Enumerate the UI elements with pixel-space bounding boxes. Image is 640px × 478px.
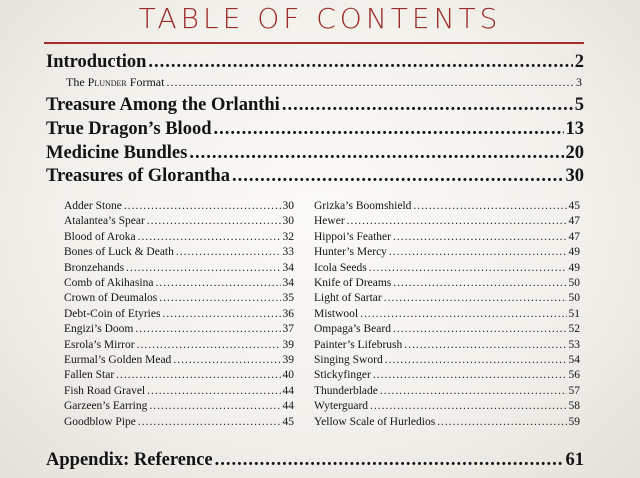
list-item[interactable]: Knife of Dreams ..... 50	[314, 276, 580, 291]
toc-entry-label: Appendix: Reference	[46, 450, 213, 470]
toc-entry-page: 5	[574, 95, 584, 115]
dot-leader	[389, 245, 567, 260]
list-item[interactable]: Icola Seeds ..... 49	[314, 261, 580, 276]
toc-entry-label: Medicine Bundles	[46, 143, 188, 163]
dot-leader	[373, 368, 567, 383]
dot-leader	[282, 94, 573, 116]
toc-entry-treasures-of-glorantha[interactable]	[46, 165, 584, 187]
dot-leader	[393, 322, 567, 337]
dot-leader	[393, 276, 566, 291]
dot-leader	[189, 142, 563, 164]
list-item[interactable]: Atalantea’s Spear ..... 30	[64, 214, 294, 229]
toc-entry-medicine-bundles[interactable]	[46, 142, 584, 164]
list-item[interactable]: Stickyfinger ..... 56	[314, 368, 580, 383]
dot-leader	[384, 291, 567, 306]
dot-leader	[370, 399, 566, 414]
list-item[interactable]: Crown of Deumalos ..... 35	[64, 291, 294, 306]
dot-leader	[166, 75, 574, 90]
list-item[interactable]: Painter’s Lifebrush ..... 53	[314, 338, 580, 353]
dot-leader	[162, 307, 280, 322]
list-item[interactable]: Hippoi’s Feather ..... 47	[314, 230, 580, 245]
toc-entry-label: True Dragon’s Blood	[46, 119, 212, 139]
toc-entry-dragons-blood[interactable]	[46, 118, 584, 140]
dot-leader	[385, 353, 567, 368]
toc-entry-appendix[interactable]	[46, 449, 584, 471]
toc-entry-orlanthi[interactable]	[46, 94, 584, 116]
dot-leader	[404, 338, 566, 353]
dot-leader	[159, 291, 280, 306]
list-item[interactable]: Garzeen’s Earring ..... 44	[64, 399, 294, 414]
list-item[interactable]: Wyterguard ..... 58	[314, 399, 580, 414]
dot-leader	[360, 307, 566, 322]
dot-leader	[126, 261, 280, 276]
page-title: TABLE OF CONTENTS	[138, 2, 502, 35]
list-item[interactable]: Engizi’s Doom ..... 37	[64, 322, 294, 337]
dot-leader	[369, 261, 567, 276]
dot-leader	[147, 384, 280, 399]
list-item[interactable]: Adder Stone ..... 30	[64, 199, 294, 214]
list-item[interactable]: Comb of Akihasina ..... 34	[64, 276, 294, 291]
list-item[interactable]: Esrola’s Mirror ..... 39	[64, 338, 294, 353]
dot-leader	[173, 353, 280, 368]
dot-leader	[148, 51, 572, 73]
list-item[interactable]: Goodblow Pipe ..... 45	[64, 415, 294, 430]
dot-leader	[138, 415, 281, 430]
list-item[interactable]: Ompaga’s Beard ..... 52	[314, 322, 580, 337]
toc-entry-page: 3	[576, 75, 582, 89]
dot-leader	[137, 338, 281, 353]
toc-entry-page: 20	[565, 143, 584, 163]
list-item[interactable]: Singing Sword ..... 54	[314, 353, 580, 368]
list-item[interactable]: Eurmal’s Golden Mead ..... 39	[64, 353, 294, 368]
list-item[interactable]: Fallen Star ..... 40	[64, 368, 294, 383]
list-item[interactable]: Hunter’s Mercy ..... 49	[314, 245, 580, 260]
toc-entry-page: 13	[565, 119, 584, 139]
dot-leader	[232, 165, 564, 187]
dot-leader	[176, 245, 281, 260]
list-item[interactable]: Fish Road Gravel ..... 44	[64, 384, 294, 399]
list-item[interactable]: Bronzehands ..... 34	[64, 261, 294, 276]
toc-entry-page: 61	[565, 450, 584, 470]
treasure-list-left	[64, 199, 294, 430]
list-item[interactable]: Debt-Coin of Etyries ..... 36	[64, 307, 294, 322]
toc-subentry-plunder-format[interactable]	[66, 75, 582, 90]
list-item[interactable]: Grizka’s Boomshield ..... 45	[314, 199, 580, 214]
list-item[interactable]: Hewer ..... 47	[314, 214, 580, 229]
dot-leader	[380, 384, 567, 399]
toc-entry-label: Treasure Among the Orlanthi	[46, 95, 280, 115]
dot-leader	[147, 214, 281, 229]
list-item[interactable]: Light of Sartar ..... 50	[314, 291, 580, 306]
toc-entry-introduction[interactable]	[46, 51, 584, 73]
dot-leader	[116, 368, 280, 383]
dot-leader	[437, 415, 566, 430]
dot-leader	[413, 199, 566, 214]
toc-entry-page: 2	[574, 52, 584, 72]
dot-leader	[215, 449, 564, 471]
list-item[interactable]: Bones of Luck & Death ..... 33	[64, 245, 294, 260]
treasure-list-right	[314, 199, 580, 430]
toc-entry-label: Introduction	[46, 52, 147, 72]
dot-leader	[347, 214, 567, 229]
toc-entry-label: The Plunder Format	[66, 75, 165, 89]
dot-leader	[213, 118, 563, 140]
dot-leader	[149, 399, 280, 414]
dot-leader	[124, 199, 281, 214]
dot-leader	[135, 322, 280, 337]
dot-leader	[393, 230, 567, 245]
list-item[interactable]: Yellow Scale of Hurledios ..... 59	[314, 415, 580, 430]
list-item[interactable]: Thunderblade ..... 57	[314, 384, 580, 399]
list-item[interactable]: Blood of Aroka ..... 32	[64, 230, 294, 245]
toc-entry-page: 30	[565, 166, 584, 186]
dot-leader	[138, 230, 281, 245]
toc-entry-label: Treasures of Glorantha	[46, 166, 230, 186]
dot-leader	[155, 276, 280, 291]
list-item[interactable]: Mistwool ..... 51	[314, 307, 580, 322]
title-divider	[44, 42, 584, 44]
